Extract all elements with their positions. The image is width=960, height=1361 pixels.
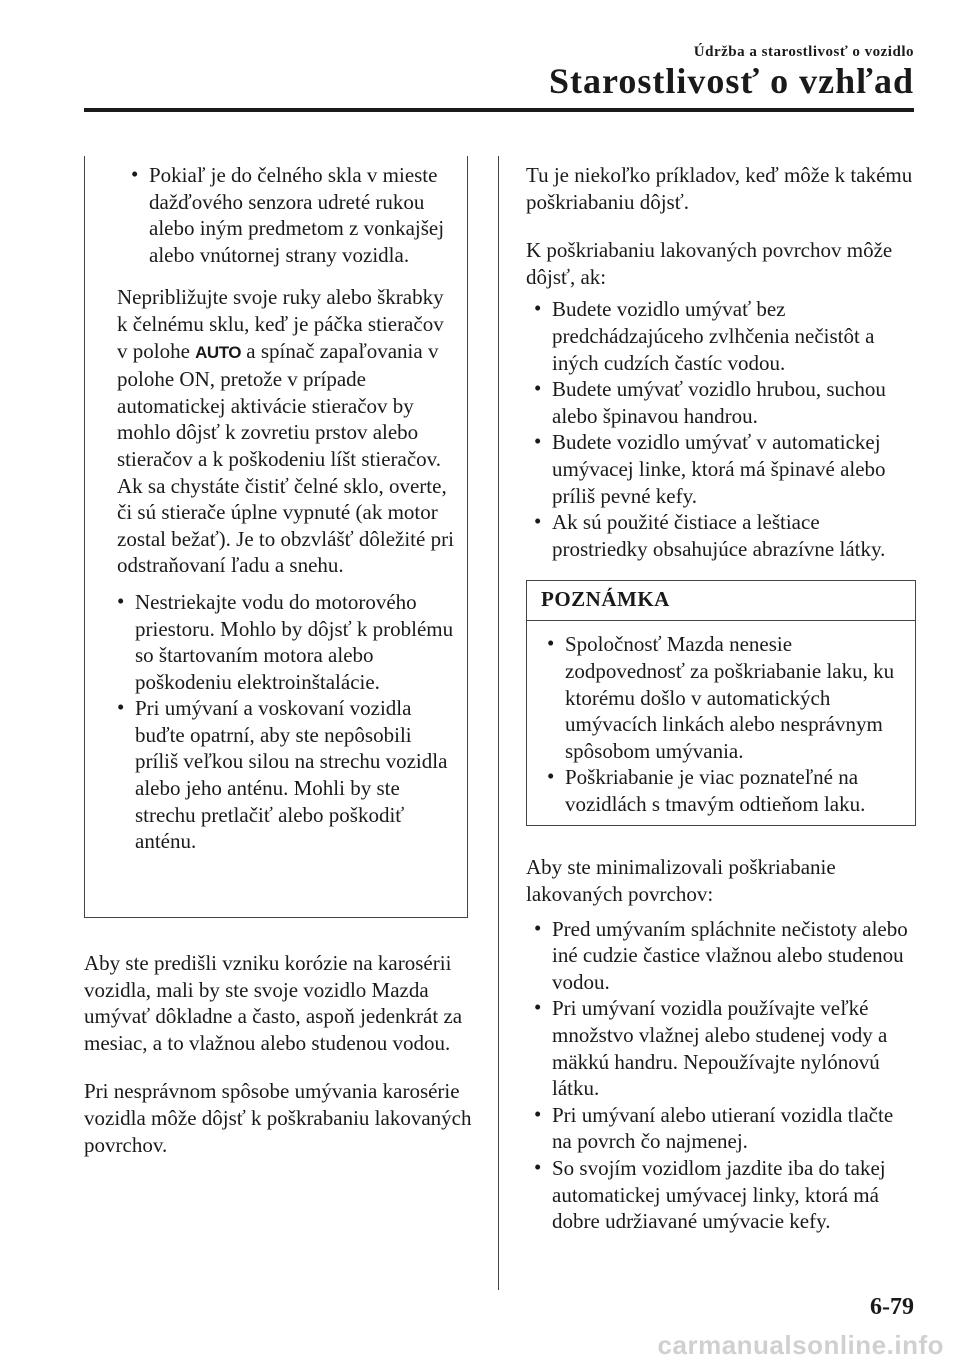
bullet-icon: • — [547, 631, 555, 656]
warning-paragraph-1-part-a: Nepribližujte svoje ruky alebo škrabky k čelnému sklu, keď je páčka stieračov v polohe — [117, 285, 444, 363]
bullet-icon: • — [117, 695, 125, 720]
header-section-title: Údržba a starostlivosť o vozidlo — [693, 44, 914, 60]
list-item — [117, 695, 457, 855]
warning-content — [117, 162, 457, 855]
list-item — [534, 376, 916, 429]
column-divider — [498, 156, 499, 1290]
corrosion-paragraph: Aby ste predišli vzniku korózie na karosérii vozidla, mali by ste svoje vozidlo Mazda umývať dôkladne a často, aspoň jedenkrát za mesiac, a to vlažnou alebo studenou vodou. — [84, 951, 463, 1055]
page-number: 6-79 — [870, 1294, 914, 1320]
cause-text: Ak sú použité čistiace a leštiace prostriedky obsahujúce abrazívne látky. — [552, 510, 886, 561]
bullet-icon: • — [534, 915, 542, 940]
watermark-link[interactable]: carmanualsonline.info — [657, 1330, 944, 1360]
note-body — [527, 621, 915, 825]
list-item — [534, 509, 916, 562]
note-box — [526, 580, 916, 826]
tip-text: Pred umývaním spláchnite nečistoty alebo iné cudzie častice vlažnou alebo studenou vodou. — [552, 916, 908, 994]
list-item — [534, 1102, 916, 1155]
list-item — [547, 764, 905, 817]
bullet-icon: • — [534, 995, 542, 1020]
list-item — [117, 589, 457, 695]
minimize-intro: Aby ste minimalizovali poškriabanie lakovaných povrchov: — [526, 855, 836, 907]
cause-text: Budete umývať vozidlo hrubou, suchou alebo špinavou handrou. — [552, 377, 886, 428]
tip-text: Pri umývaní vozidla používajte veľké množstvo vlažnej alebo studenej vody a mäkkú handru. Nepoužívajte nylónovú látku. — [552, 996, 888, 1101]
bullet-icon: • — [131, 162, 139, 186]
list-item — [534, 296, 916, 376]
warning-box — [84, 156, 468, 918]
bullet-icon: • — [534, 376, 542, 401]
bullet-icon: • — [547, 764, 555, 789]
right-column — [526, 162, 916, 1235]
bullet-icon: • — [534, 429, 542, 454]
list-item — [534, 429, 916, 509]
causes-intro: K poškriabaniu lakovaných povrchov môže dôjsť, ak: — [526, 238, 893, 289]
bullet-icon: • — [534, 509, 542, 534]
tip-text: Pri umývaní alebo utieraní vozidla tlačte na povrch čo najmenej. — [552, 1102, 894, 1154]
cause-text: Budete vozidlo umývať v automatickej umývacej linke, ktorá má špinavé alebo príliš pevné kefy. — [552, 430, 886, 508]
list-item — [547, 631, 905, 764]
list-item — [534, 1155, 916, 1235]
warning-bullet-1: Pokiaľ je do čelného skla v mieste dažďového senzora udreté rukou alebo iným predmetom z vonkajšej alebo vnútornej strany vozidla. — [149, 163, 445, 267]
examples-intro: Tu je niekoľko príkladov, keď môže k takému poškriabaniu dôjsť. — [526, 163, 913, 214]
page-title: Starostlivosť o vzhľad — [548, 61, 914, 101]
note-heading: POZNÁMKA — [527, 581, 915, 621]
tips-list — [534, 916, 916, 1235]
warning-paragraph-1-part-b: a spínač zapaľovania v polohe ON, pretože v prípade automatickej aktivácie stieračov by mohlo dôjsť k zovretiu prstov alebo stieračov a k poškodeniu líšt stieračov. — [117, 338, 442, 471]
auto-position-label: AUTO — [195, 342, 242, 362]
warning-paragraph-1 — [117, 284, 457, 472]
warning-paragraph-2: Ak sa chystáte čistiť čelné sklo, overte, či sú stierače úplne vypnuté (ak motor zostal bežať). Je to obzvlášť dôležité pri odstraňovaní ľadu a snehu. — [117, 473, 454, 578]
bullet-icon: • — [117, 588, 125, 613]
causes-list — [534, 296, 916, 562]
note-text: Spoločnosť Mazda nenesie zodpovednosť za poškriabanie laku, ku ktorému došlo v automatických umývacích linkách alebo nesprávnym spôsobom umývania. — [565, 632, 895, 763]
tip-text: So svojím vozidlom jazdite iba do takej automatickej umývacej linky, ktorá má dobre udržiavané umývacie kefy. — [552, 1156, 886, 1234]
list-item — [534, 916, 916, 996]
bullet-icon: • — [534, 1155, 542, 1179]
left-column — [84, 950, 476, 1158]
header-rule — [84, 108, 914, 112]
bullet-icon: • — [534, 296, 542, 321]
warning-bullet-2: Nestriekajte vodu do motorového priestoru. Mohlo by dôjsť k problému so štartovaním motora alebo poškodeniu elektroinštalácie. — [135, 589, 454, 694]
list-item — [131, 162, 457, 268]
cause-text: Budete vozidlo umývať bez predchádzajúceho zvlhčenia nečistôt a iných cudzích častíc vodou. — [552, 297, 875, 375]
warning-bullet-3: Pri umývaní a voskovaní vozidla buďte opatrní, aby ste nepôsobili príliš veľkou silou na strechu vozidla alebo jeho anténu. Mohli by ste strechu pretlačiť alebo poškodiť anténu. — [135, 696, 448, 854]
note-text: Poškriabanie je viac poznateľné na vozidlách s tmavým odtieňom laku. — [565, 765, 866, 816]
bullet-icon: • — [534, 1101, 542, 1126]
list-item — [534, 995, 916, 1101]
scratch-paragraph: Pri nesprávnom spôsobe umývania karosérie vozidla môže dôjsť k poškrabaniu lakovaných povrchov. — [84, 1079, 472, 1157]
